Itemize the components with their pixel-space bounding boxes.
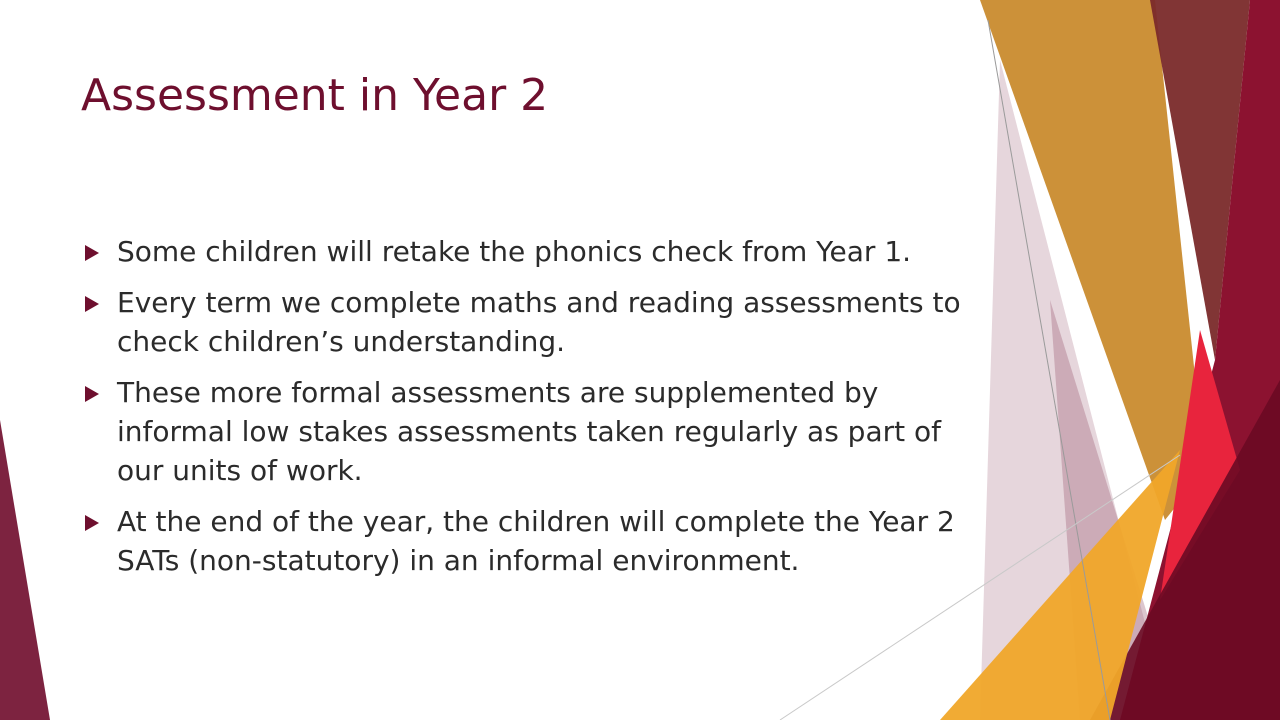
bullet-list [82, 232, 982, 592]
bullet-text: Some children will retake the phonics check from Year 1. [117, 235, 912, 268]
bullet-text: Every term we complete maths and reading assessments to check children’s understanding. [117, 286, 961, 358]
left-edge-shape [0, 420, 50, 720]
triangle-bullet-icon [85, 515, 99, 531]
triangle-bullet-icon [85, 296, 99, 312]
triangle-bullet-icon [85, 386, 99, 402]
slide-title: Assessment in Year 2 [81, 70, 549, 121]
bullet-item [82, 502, 982, 580]
bullet-item [82, 232, 982, 271]
bullet-item [82, 373, 982, 490]
bullet-item [82, 283, 982, 361]
bullet-text: These more formal assessments are supplemented by informal low stakes assessments taken regularly as part of our units of work. [117, 376, 941, 487]
triangle-bullet-icon [85, 245, 99, 261]
bullet-text: At the end of the year, the children will complete the Year 2 SATs (non-statutory) in an informal environment. [117, 505, 955, 577]
